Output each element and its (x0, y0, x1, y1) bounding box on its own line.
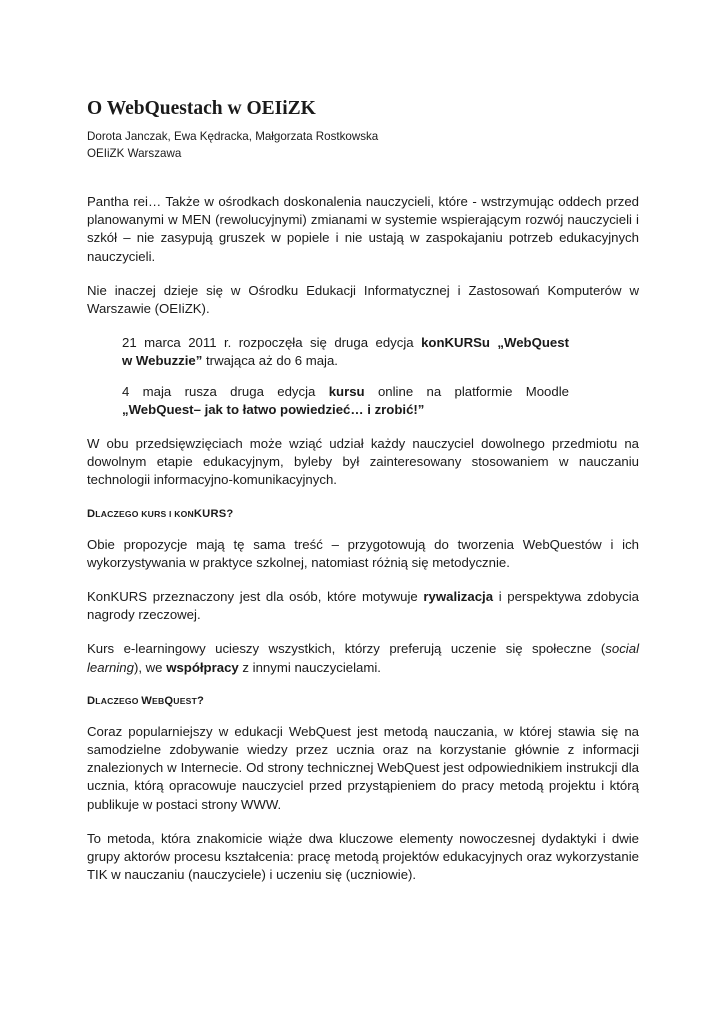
section-heading-kurs: DLACZEGO KURS I KONKURS? (87, 507, 234, 520)
institution: OEIiZK Warszawa (87, 147, 182, 160)
document-title: O WebQuestach w OEIiZK (87, 98, 316, 119)
section2-paragraph-1: Coraz popularniejszy w edukacji WebQuest jest metodą nauczania, w której stawia się na samodzielne zdobywanie wiedzy przez ucznia oraz na korzystanie głównie z informacji znalezionych w Internecie. Od strony technicznej WebQuest jest odpowiednikiem instrukcji dla ucznia, którą opracowuje nauczyciel przed przystąpieniem do pracy metodą projektu i którą publikuje w postaci strony WWW. (87, 723, 639, 812)
intro-paragraph-2: Nie inaczej dzieje się w Ośrodku Edukacji Informatycznej i Zastosowań Komputerów w Warszawie (OEIiZK). (87, 282, 639, 317)
intro-paragraph-1: Pantha rei… Także w ośrodkach doskonalenia nauczycieli, które - wstrzymując oddech przed planowanymi w MEN (rewolucyjnymi) zmianami w systemie wspierającym rozwój nauczycieli i szkół – nie zasypują gruszek w popiele i nie ustają w zaspokajaniu potrzeb edukacyjnych nauczycieli. (87, 194, 639, 264)
section1-paragraph-2: KonKURS przeznaczony jest dla osób, które motywuje rywalizacja i perspektywa zdobycia nagrody rzeczowej. (87, 589, 639, 623)
section2-paragraph-2: To metoda, która znakomicie wiąże dwa kluczowe elementy nowoczesnej dydaktyki i dwie grupy aktorów procesu kształcenia: pracę metodą projektów edukacyjnych oraz wykorzystanie TIK w nauczaniu (nauczyciele) i uczeniu się (uczniowie). (87, 830, 639, 883)
both-events-paragraph: W obu przedsięwzięciach może wziąć udział każdy nauczyciel dowolnego przedmiotu na dowolnym etapie edukacyjnym, byleby był zainteresowany stosowaniem w nauczaniu technologii informacyjno-komunikacyjnych. (87, 436, 639, 488)
authors: Dorota Janczak, Ewa Kędracka, Małgorzata Rostkowska (87, 130, 379, 143)
announcement-konkurs: 21 marca 2011 r. rozpoczęła się druga edycja konKURSu „WebQuest w Webuzzie” trwająca aż do 6 maja. (122, 335, 569, 369)
section1-paragraph-1: Obie propozycje mają tę sama treść – przygotowują do tworzenia WebQuestów i ich wykorzystywania w praktyce szkolnej, natomiast różnią się metodycznie. (87, 536, 639, 570)
announcement-kurs: 4 maja rusza druga edycja kursu online na platformie Moodle „WebQuest– jak to łatwo powiedzieć… i zrobić!” (122, 383, 569, 417)
document-page (87, 96, 639, 900)
section1-paragraph-3: Kurs e-learningowy ucieszy wszystkich, którzy preferują uczenie się społeczne (social learning), we współpracy z innymi nauczycielami. (87, 641, 639, 675)
section-heading-webquest: DLACZEGO WEBQUEST? (87, 694, 205, 707)
